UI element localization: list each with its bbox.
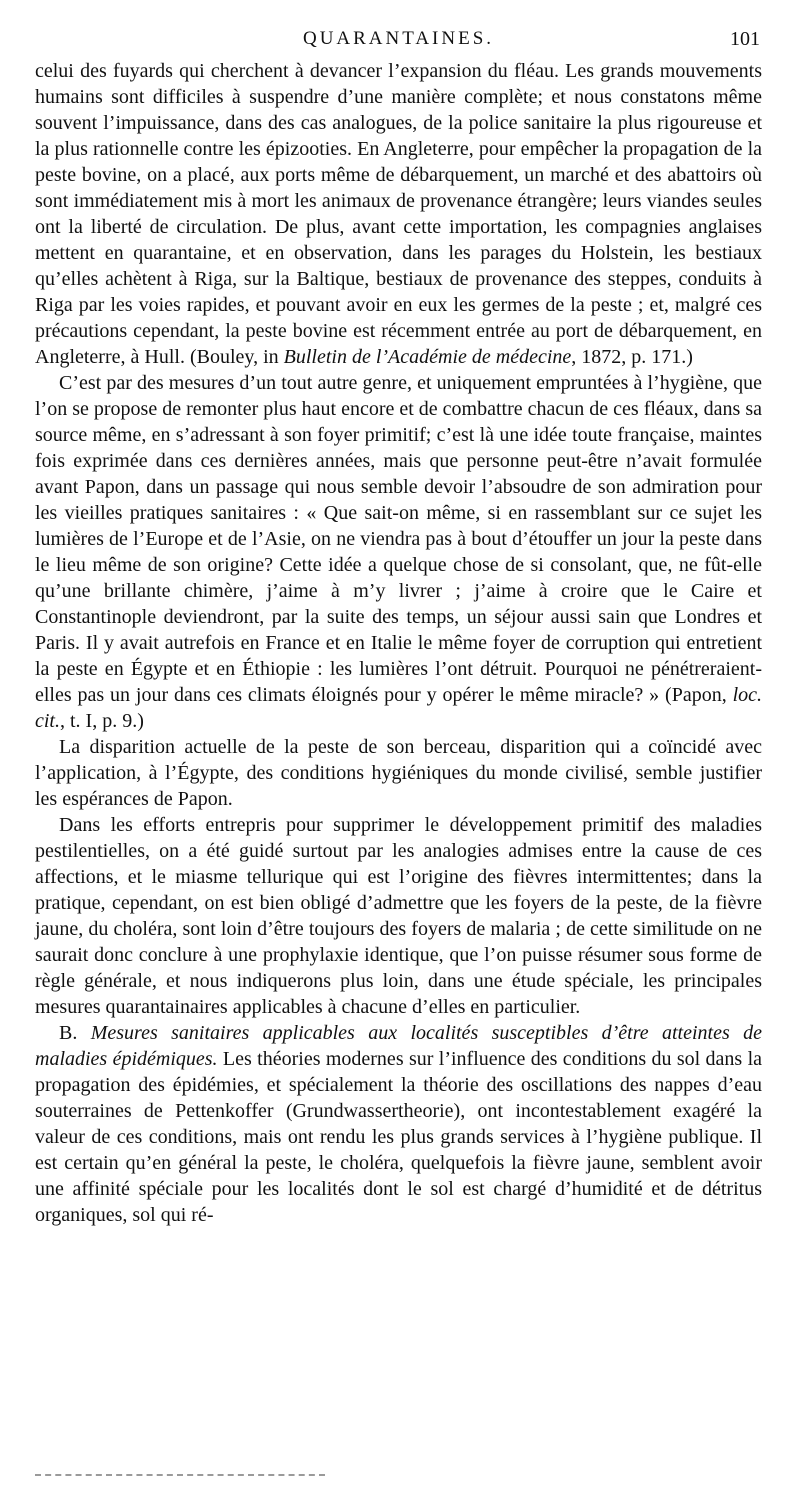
paragraph-text: celui des fuyards qui cherchent à devancer l’expansion du fléau. Les grands mouvements humains sont difficiles à suspendre d’une manière complète; et nous constatons même souvent l’impuissance, dans des cas analogues, de la police sanitaire la plus rigoureuse et la plus rationnelle contre les épizooties. En Angleterre, pour empêcher la propagation de la peste bovine, on a placé, aux ports même de débarquement, un marché et des abattoirs où sont immédiatement mis à mort les animaux de provenance étrangère; leurs viandes seules ont la liberté de circulation. De plus, avant cette importation, les compagnies anglaises mettent en quarantaine, et en observation, dans les parages du Holstein, les bestiaux qu’elles achètent à Riga, sur la Baltique, bestiaux de provenance des steppes, conduits à Riga par les voies rapides, et pouvant avoir en eux les germes de la peste ; et, malgré ces précautions cependant, la peste bovine est récemment entrée au port de débarquement, en Angleterre, à Hull. (Bouley, in [35, 60, 762, 368]
footer-rule [35, 1474, 325, 1476]
running-title: QUARANTAINES. [302, 28, 495, 49]
paragraph-papon [35, 370, 762, 734]
paragraph-text: C’est par des mesures d’un tout autre genre, et uniquement empruntées à l’hygiène, que l’on se propose de remonter plus haut encore et de combattre chacun de ces fléaux, dans sa source même, en s’adressant à son foyer primitif; c’est là une idée toute française, maintes fois exprimée dans ces dernières années, mais que personne peut-être n’avait formulée avant Papon, dans un passage qui nous semble devoir l’absoudre de son admiration pour les vieilles pratiques sanitaires : « Que sait-on même, si en rassemblant sur ce sujet les lumières de l’Europe et de l’Asie, on ne viendra pas à bout d’étouffer un jour la peste dans le lieu même de son origine? Cette idée a quelque chose de si consolant, que, ne fût-elle qu’une brillante chimère, j’aime à m’y livrer ; j’aime à croire que le Caire et Constantinople deviendront, par la suite des temps, un séjour aussi sain que Londres et Paris. Il y avait autrefois en France et en Italie le même foyer de corruption qui entretient la peste en Égypte et en Éthiopie : les lumières l’ont détruit. Pourquoi ne pénétreraient-elles pas un jour dans ces climats éloignés pour y opérer le même miracle? » (Papon, [35, 372, 762, 706]
paragraph-text: Les théories modernes sur l’influence des conditions du sol dans la propagation des épidémies, et spécialement la théorie des oscillations des nappes d’eau souterraines de Pettenkoffer (Grundwassertheorie), ont incontestablement exagéré la valeur de ces conditions, mais ont rendu les plus grands services à l’hygiène publique. Il est certain qu’en général la peste, le choléra, quelquefois la fièvre jaune, semblent avoir une affinité spéciale pour les localités dont le sol est chargé d’humidité et de détritus organiques, sol qui ré- [35, 1048, 763, 1226]
section-label: B. [59, 1022, 91, 1044]
paragraph-text: La disparition actuelle de la peste de son berceau, disparition qui a coïncidé avec l’application, à l’Égypte, des conditions hygiéniques du monde civilisé, semble justifier les espérances de Papon. [35, 736, 762, 810]
paragraph-disparition [35, 734, 762, 812]
paragraph-efforts [35, 812, 762, 1020]
body-text [35, 58, 762, 1228]
section-heading: Mesures sanitaires applicables aux localités susceptibles d’être atteintes de maladies épidémiques. [35, 1022, 763, 1070]
citation-end: , t. I, p. 9.) [60, 710, 144, 732]
page-number: 101 [730, 28, 760, 50]
citation-title: Bulletin de l’Académie de médecine [283, 346, 572, 368]
citation-end: , 1872, p. 171.) [571, 346, 693, 368]
citation-loc-cit: loc. cit. [35, 684, 762, 732]
paragraph-continuation [35, 58, 762, 370]
page-header [35, 0, 762, 58]
paragraph-section-b [35, 1020, 762, 1228]
book-page [35, 0, 762, 1512]
paragraph-text: Dans les efforts entrepris pour supprimer le développement primitif des maladies pestilentielles, on a été guidé surtout par les analogies admises entre la cause de ces affections, et le miasme tellurique qui est l’origine des fièvres intermittentes; dans la pratique, cependant, on est bien obligé d’admettre que les foyers de la peste, de la fièvre jaune, du choléra, sont loin d’être toujours des foyers de malaria ; de cette similitude on ne saurait donc conclure à une prophylaxie identique, que l’on puisse résumer sous forme de règle générale, et nous indiquerons plus loin, dans une étude spéciale, les principales mesures quarantainaires applicables à chacune d’elles en particulier. [35, 814, 762, 1018]
